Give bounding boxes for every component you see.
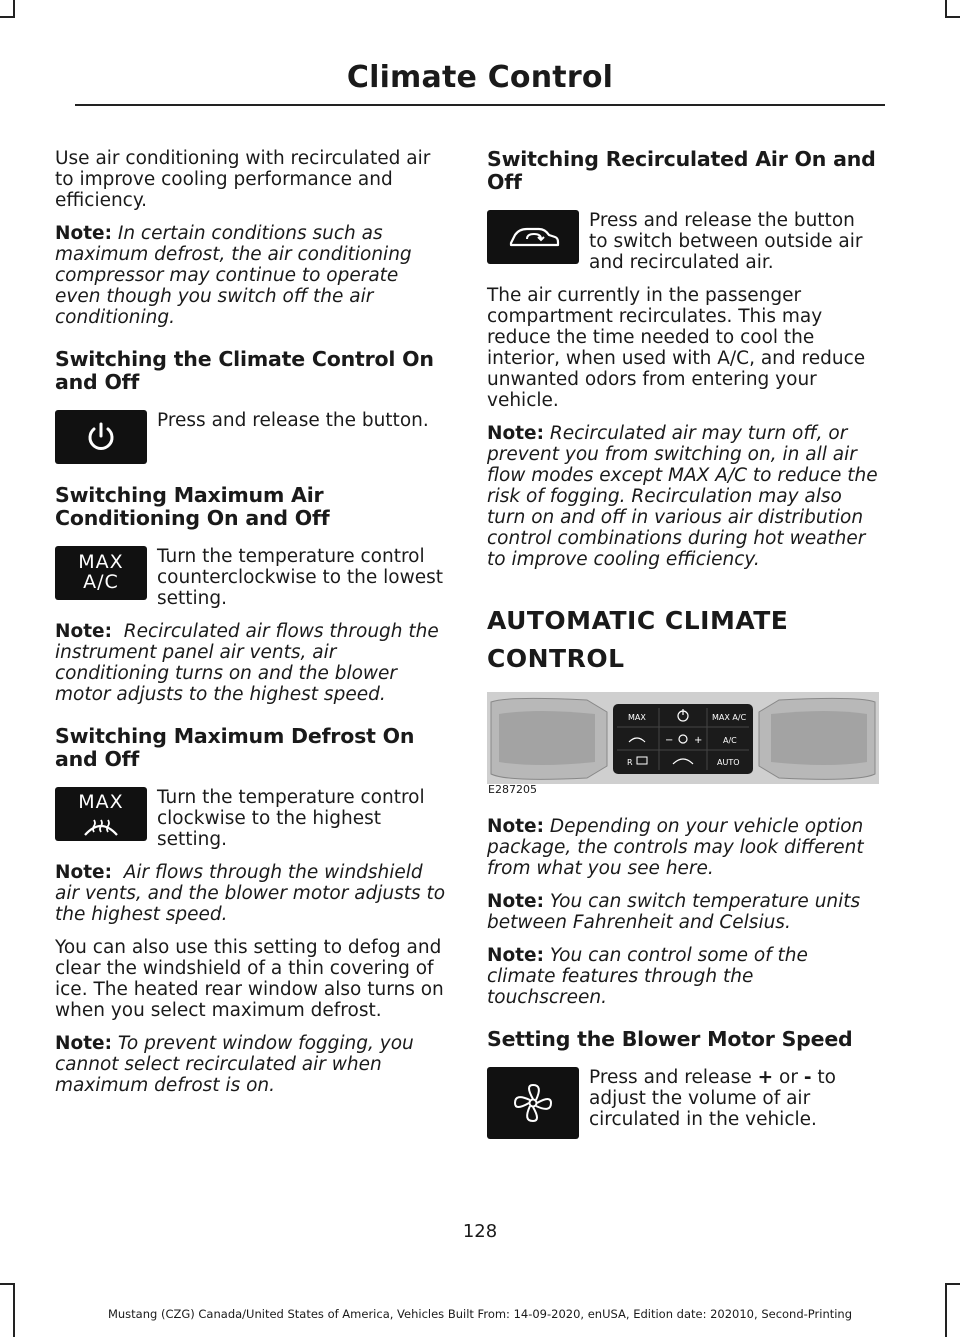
note-label: Note: (487, 891, 544, 912)
max-defrost-icon (55, 787, 147, 841)
defog-paragraph: You can also use this setting to defog and clear the windshield of a thin covering of ice. The heated rear window also turns on when you select maximum defrost. (55, 937, 444, 1021)
windshield-defrost-icon (81, 813, 121, 837)
note-label: Note: (55, 223, 112, 244)
panel-minus-label: − (665, 735, 674, 746)
section-heading-max-defrost: Switching Maximum Defrost On and Off (55, 724, 415, 771)
note (55, 223, 447, 328)
note-text: Depending on your vehicle option package, the controls may look different from what you see here. (487, 816, 864, 879)
climate-panel-illustration (487, 692, 879, 784)
max-ac-icon-line1: MAX (78, 551, 124, 573)
onoff-text: Press and release the button. (157, 410, 429, 431)
note-label: Note: (487, 816, 544, 837)
recirc-paragraph: The air currently in the passenger compartment recirculates. This may reduce the time needed to cool the interior, when used with A/C, and reduce unwanted odors from entering your vehicle. (487, 285, 866, 411)
fan-icon (487, 1067, 579, 1139)
blower-minus: - (803, 1067, 812, 1088)
recirc-text: Press and release the button to switch between outside air and recirculated air. (589, 210, 863, 273)
note-label: Note: (487, 945, 544, 966)
panel-max-label: MAX (628, 713, 646, 722)
figure-code: E287205 (488, 783, 537, 796)
max-defrost-text: Turn the temperature control clockwise to the highest setting. (157, 787, 425, 850)
note-text: Recirculated air may turn off, or prevent you from switching on, in all air flow modes except MAX A/C to reduce the risk of fogging. Recirculation may also turn on and off in various air distribution control combinations during hot weather to improve cooling efficiency. (487, 423, 878, 570)
note (55, 621, 447, 705)
note-text: To prevent window fogging, you cannot select recirculated air when maximum defrost is on. (55, 1033, 414, 1096)
note (487, 891, 879, 933)
note (487, 945, 879, 1008)
note (487, 423, 879, 570)
recirc-row (487, 210, 879, 273)
max-ac-icon-line2: A/C (83, 571, 119, 593)
panel-plus-label: + (694, 735, 703, 746)
heading-line: AUTOMATIC CLIMATE (487, 606, 789, 635)
crop-mark (0, 16, 14, 18)
panel-r-label: R (627, 758, 633, 767)
onoff-row (55, 410, 447, 464)
power-icon (55, 410, 147, 464)
note (487, 816, 879, 879)
section-heading-onoff: Switching the Climate Control On and Off (55, 347, 434, 394)
blower-text-pre: Press and release (589, 1067, 758, 1088)
section-heading-recirc: Switching Recirculated Air On and Off (487, 147, 876, 194)
note (55, 862, 447, 925)
page-title: Climate Control (346, 60, 614, 95)
note (55, 1033, 447, 1096)
max-ac-text: Turn the temperature control counterclockwise to the lowest setting. (157, 546, 444, 609)
note-label: Note: (55, 862, 112, 883)
panel-ac-label: A/C (723, 736, 737, 745)
note-text: You can switch temperature units between Fahrenheit and Celsius. (487, 891, 861, 933)
max-defrost-row (55, 787, 447, 850)
max-ac-row (55, 546, 447, 609)
note-text: In certain conditions such as maximum defrost, the air conditioning compressor may continue to operate even though you switch off the air conditioning. (55, 223, 412, 328)
max-ac-icon (55, 546, 147, 600)
crop-mark (0, 1283, 14, 1285)
note-text: Air flows through the windshield air vents, and the blower motor adjusts to the highest speed. (55, 862, 446, 925)
crop-mark (946, 16, 960, 18)
section-heading-automatic (487, 606, 879, 674)
header-rule (75, 104, 885, 106)
blower-row (487, 1067, 879, 1139)
note-label: Note: (55, 621, 112, 642)
footer-text: Mustang (CZG) Canada/United States of America, Vehicles Built From: 14-09-2020, enUSA, Edition date: 202010, Second-Printing (107, 1307, 853, 1321)
recirculation-icon (487, 210, 579, 264)
section-heading-blower: Setting the Blower Motor Speed (487, 1027, 853, 1051)
max-defrost-icon-label: MAX (78, 790, 124, 813)
note-label: Note: (487, 423, 544, 444)
blower-plus: + (757, 1067, 774, 1088)
heading-line: CONTROL (487, 644, 625, 673)
note-text: Recirculated air flows through the instrument panel air vents, air conditioning turns on and the blower motor adjusts to the highest speed. (55, 621, 439, 705)
climate-panel-figure (487, 692, 879, 802)
section-heading-max-ac: Switching Maximum Air Conditioning On and Off (55, 483, 330, 530)
left-column (55, 148, 447, 1108)
intro-paragraph: Use air conditioning with recirculated air to improve cooling performance and efficiency. (55, 148, 431, 211)
note-label: Note: (55, 1033, 112, 1054)
right-column (487, 148, 879, 1151)
panel-auto-label: AUTO (717, 758, 740, 767)
blower-text-or: or (773, 1067, 804, 1088)
page-number: 128 (462, 1221, 498, 1242)
blower-text (589, 1067, 879, 1139)
blower-text-post: to adjust the volume of air circulated in the vehicle. (589, 1067, 836, 1130)
panel-max-ac-label: MAX A/C (712, 713, 747, 722)
note-text: You can control some of the climate features through the touchscreen. (487, 945, 808, 1008)
crop-mark (946, 1283, 960, 1285)
